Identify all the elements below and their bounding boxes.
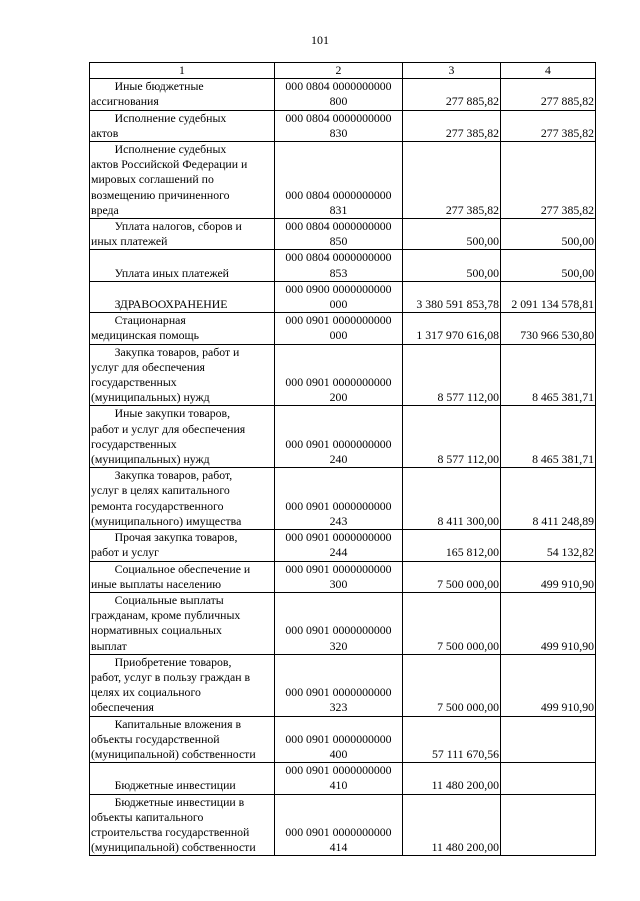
- row-value-4: 277 885,82: [501, 79, 596, 110]
- row-value-3: 8 577 112,00: [403, 406, 501, 468]
- row-code: 000 0901 0000000000 200: [275, 344, 403, 406]
- row-name: Иные закупки товаров, работ и услуг для обеспечения государственных (муниципальных) нужд: [90, 406, 275, 468]
- header-col-4: 4: [501, 63, 596, 79]
- table-row: [90, 219, 596, 250]
- row-code: 000 0901 0000000000 410: [275, 763, 403, 794]
- row-name: Стационарная медицинская помощь: [90, 313, 275, 344]
- row-value-4: 2 091 134 578,81: [501, 281, 596, 312]
- row-value-3: 7 500 000,00: [403, 592, 501, 654]
- row-name: Капитальные вложения в объекты государственной (муниципальной) собственности: [90, 716, 275, 763]
- table-row: [90, 281, 596, 312]
- row-code: 000 0901 0000000000 000: [275, 313, 403, 344]
- row-name: Прочая закупка товаров, работ и услуг: [90, 530, 275, 561]
- row-value-4: 499 910,90: [501, 654, 596, 716]
- header-col-3: 3: [403, 63, 501, 79]
- row-code: 000 0901 0000000000 323: [275, 654, 403, 716]
- table-row: [90, 763, 596, 794]
- row-name: Закупка товаров, работ и услуг для обеспечения государственных (муниципальных) нужд: [90, 344, 275, 406]
- row-value-3: 500,00: [403, 219, 501, 250]
- table-row: [90, 250, 596, 281]
- row-code: 000 0901 0000000000 414: [275, 794, 403, 856]
- row-value-4: 277 385,82: [501, 142, 596, 219]
- table-row: [90, 344, 596, 406]
- row-name: Социальное обеспечение и иные выплаты населению: [90, 561, 275, 592]
- row-value-4: 8 465 381,71: [501, 344, 596, 406]
- row-name: Закупка товаров, работ, услуг в целях капитального ремонта государственного (муниципального) имущества: [90, 468, 275, 530]
- row-value-3: 7 500 000,00: [403, 561, 501, 592]
- header-row: [90, 63, 596, 79]
- row-value-3: 57 111 670,56: [403, 716, 501, 763]
- row-value-3: 11 480 200,00: [403, 763, 501, 794]
- row-value-4: [501, 763, 596, 794]
- row-value-4: 730 966 530,80: [501, 313, 596, 344]
- row-value-4: 277 385,82: [501, 110, 596, 141]
- table-row: [90, 592, 596, 654]
- row-value-3: 8 577 112,00: [403, 344, 501, 406]
- row-name: Уплата иных платежей: [90, 250, 275, 281]
- row-name: Уплата налогов, сборов и иных платежей: [90, 219, 275, 250]
- row-name: Социальные выплаты гражданам, кроме публичных нормативных социальных выплат: [90, 592, 275, 654]
- row-value-4: 499 910,90: [501, 561, 596, 592]
- row-name: Иные бюджетные ассигнования: [90, 79, 275, 110]
- row-value-3: 277 385,82: [403, 110, 501, 141]
- table-row: [90, 654, 596, 716]
- row-name: Приобретение товаров, работ, услуг в пользу граждан в целях их социального обеспечения: [90, 654, 275, 716]
- row-value-4: 8 465 381,71: [501, 406, 596, 468]
- table-row: [90, 794, 596, 856]
- row-name: ЗДРАВООХРАНЕНИЕ: [90, 281, 275, 312]
- row-code: 000 0804 0000000000 831: [275, 142, 403, 219]
- row-code: 000 0804 0000000000 850: [275, 219, 403, 250]
- row-code: 000 0901 0000000000 300: [275, 561, 403, 592]
- row-value-4: [501, 716, 596, 763]
- table-row: [90, 79, 596, 110]
- row-value-4: 499 910,90: [501, 592, 596, 654]
- row-name: Исполнение судебных актов Российской Федерации и мировых соглашений по возмещению причиненного вреда: [90, 142, 275, 219]
- row-value-3: 8 411 300,00: [403, 468, 501, 530]
- row-value-3: 277 385,82: [403, 142, 501, 219]
- row-code: 000 0804 0000000000 800: [275, 79, 403, 110]
- header-col-1: 1: [90, 63, 275, 79]
- row-value-4: [501, 794, 596, 856]
- row-value-4: 500,00: [501, 219, 596, 250]
- row-value-3: 277 885,82: [403, 79, 501, 110]
- page-number: 101: [311, 33, 329, 47]
- row-code: 000 0900 0000000000 000: [275, 281, 403, 312]
- row-value-3: 500,00: [403, 250, 501, 281]
- table-row: [90, 716, 596, 763]
- table-row: [90, 530, 596, 561]
- row-name: Бюджетные инвестиции: [90, 763, 275, 794]
- row-value-3: 1 317 970 616,08: [403, 313, 501, 344]
- row-code: 000 0804 0000000000 853: [275, 250, 403, 281]
- row-code: 000 0901 0000000000 400: [275, 716, 403, 763]
- row-code: 000 0901 0000000000 243: [275, 468, 403, 530]
- row-value-4: 54 132,82: [501, 530, 596, 561]
- table-row: [90, 142, 596, 219]
- row-value-3: 165 812,00: [403, 530, 501, 561]
- row-value-3: 11 480 200,00: [403, 794, 501, 856]
- row-value-3: 3 380 591 853,78: [403, 281, 501, 312]
- table-row: [90, 110, 596, 141]
- row-name: Бюджетные инвестиции в объекты капитального строительства государственной (муниципальной) собственности: [90, 794, 275, 856]
- budget-table: [89, 62, 596, 856]
- row-code: 000 0804 0000000000 830: [275, 110, 403, 141]
- header-col-2: 2: [275, 63, 403, 79]
- table-row: [90, 313, 596, 344]
- row-code: 000 0901 0000000000 240: [275, 406, 403, 468]
- table-row: [90, 468, 596, 530]
- row-value-4: 500,00: [501, 250, 596, 281]
- row-value-4: 8 411 248,89: [501, 468, 596, 530]
- table-row: [90, 561, 596, 592]
- row-value-3: 7 500 000,00: [403, 654, 501, 716]
- table-row: [90, 406, 596, 468]
- row-code: 000 0901 0000000000 320: [275, 592, 403, 654]
- row-name: Исполнение судебных актов: [90, 110, 275, 141]
- row-code: 000 0901 0000000000 244: [275, 530, 403, 561]
